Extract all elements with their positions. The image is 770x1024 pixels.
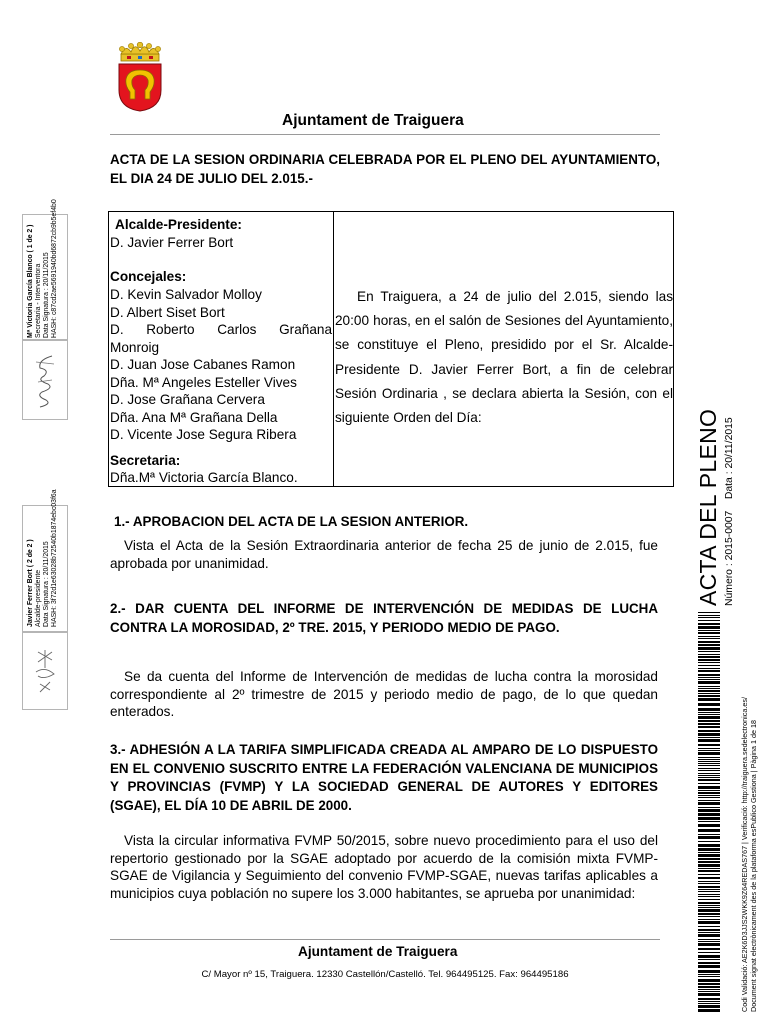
session-opening-text: En Traiguera, a 24 de julio del 2.015, siendo las 20:00 horas, en el salón de Sesiones del Ayuntamiento, se constituye el Pleno, presidido por el Sr. Alcalde-Presidente D. Javier Ferrer Bort, a fin de celebrar Sesión Ordinaria , se declara abierta la Sesión, con el siguiente Orden del Día:	[335, 289, 673, 426]
signature-hash: HASH: 3f72d1e63028b72540b1874ebc03f6a	[51, 489, 58, 627]
agenda-item-1-body: Vista el Acta de la Sesión Extraordinaria anterior de fecha 25 de junio de 2.015, fue aprobada por unanimidad.	[110, 538, 658, 571]
attendance-table-divider	[333, 211, 334, 487]
secretary-name: Dña.Mª Victoria García Blanco.	[110, 470, 298, 485]
footer-address: C/ Mayor nº 15, Traiguera. 12330 Castellón/Castelló. Tel. 964495125. Fax: 964495186	[201, 969, 569, 980]
mayor-role-label: Alcalde-Presidente:	[115, 217, 242, 232]
councillor-name: D. Roberto Carlos Grañana	[110, 322, 332, 337]
document-title: ACTA DE LA SESION ORDINARIA CELEBRADA POR EL PLENO DEL AYUNTAMIENTO, EL DIA 24 DE JULIO DEL 2.015.-	[110, 152, 660, 186]
councillor-name: D. Jose Grañana Cervera	[110, 392, 265, 407]
signer-name: Javier Ferrer Bort ( 2 de 2 )	[27, 539, 34, 627]
coat-of-arms-icon	[112, 42, 168, 112]
handwritten-signature-icon	[30, 352, 60, 410]
councillors-role-label: Concejales:	[110, 269, 187, 284]
councillor-list	[110, 286, 332, 444]
acta-del-pleno-stamp: ACTA DEL PLENO	[695, 408, 721, 606]
footer-divider	[110, 939, 660, 940]
signer-role: Secretaria - Interventora	[35, 263, 42, 338]
handwritten-signature-icon	[30, 646, 60, 698]
signer-name: Mª Victoria García Blanco ( 1 de 2 )	[27, 224, 34, 338]
councillor-name: D. Vicente Jose Segura Ribera	[110, 427, 297, 442]
crown-icon	[119, 42, 160, 61]
secretary-role-label: Secretaria:	[110, 453, 181, 468]
acta-number-date	[724, 417, 735, 606]
agenda-item-1-heading: 1.- APROBACION DEL ACTA DE LA SESION ANTERIOR.	[114, 514, 469, 529]
electronic-signature-note: Document signat electrònicament des de la plataforma esPublico Gestiona | Pàgina 1 de 18	[748, 720, 758, 1012]
verification-footer	[741, 697, 758, 1012]
acta-date: Data : 20/11/2015	[724, 417, 735, 500]
councillor-name: Dña. Mª Angeles Esteller Vives	[110, 374, 297, 390]
agenda-item-3-body: Vista la circular informativa FVMP 50/2015, sobre nuevo procedimiento para el uso del repertorio gestionado por la SGAE adoptado por acuerdo de la comisión mixta FVMP-SGAE de Vigilancia y Seguimiento del convenio FVMP-SGAE, nuevas tarifas aplicables a municipios cuya población no supere los 3.000 habitantes, se aprueba por unanimidad:	[110, 833, 658, 901]
councillor-name: Dña. Ana Mª Grañana Della	[110, 409, 278, 425]
municipality-title: Ajuntament de Traiguera	[282, 112, 464, 129]
signature-hash: HASH: c87cd2ae5691940bd6872cb9b5ef4b0	[51, 199, 58, 338]
signature-block-mayor	[27, 489, 59, 627]
header-divider	[110, 134, 660, 135]
footer-municipality-title: Ajuntament de Traiguera	[298, 944, 458, 959]
mayor-name: D. Javier Ferrer Bort	[110, 235, 234, 250]
councillor-name: D. Juan Jose Cabanes Ramon	[110, 357, 296, 372]
agenda-item-2-body: Se da cuenta del Informe de Intervención de medidas de lucha contra la morosidad correspondiente al 2º trimestre de 2015 y periodo medio de pago, de lo que quedan enterados.	[110, 669, 658, 719]
acta-number: Número : 2015-0007	[724, 510, 735, 606]
councillor-name-continued: Monroig	[110, 339, 160, 355]
barcode-icon	[698, 612, 738, 1014]
councillor-name: D. Albert Siset Bort	[110, 304, 225, 320]
agenda-item-2-heading: 2.- DAR CUENTA DEL INFORME DE INTERVENCIÓN DE MEDIDAS DE LUCHA CONTRA LA MOROSIDAD, 2º TRE. 2015, Y PERIODO MEDIO DE PAGO.	[110, 601, 658, 635]
signature-date: Data Signatura : 20/11/2015	[43, 541, 50, 627]
verification-code: Codi Validació: AE2K6D3JJS2WKK9Z64REDAS767 | Verificació: http://traiguera.sedelectronica.es/	[740, 697, 749, 1012]
signature-block-secretary	[27, 199, 59, 338]
signature-date: Data Signatura : 20/11/2015	[43, 252, 50, 338]
agenda-item-3-heading: 3.- ADHESIÓN A LA TARIFA SIMPLIFICADA CREADA AL AMPARO DE LO DISPUESTO EN EL CONVENIO SUSCRITO ENTRE LA FEDERACIÓN VALENCIANA DE MUNICIPIOS Y PROVINCIAS (FVMP) Y LA SOCIEDAD GENERAL DE AUTORES Y EDITORES (SGAE), EL DÍA 10 DE ABRIL DE 2000.	[110, 742, 658, 813]
signer-role: Alcalde-presidente	[35, 569, 42, 627]
councillor-name: D. Kevin Salvador Molloy	[110, 287, 262, 302]
